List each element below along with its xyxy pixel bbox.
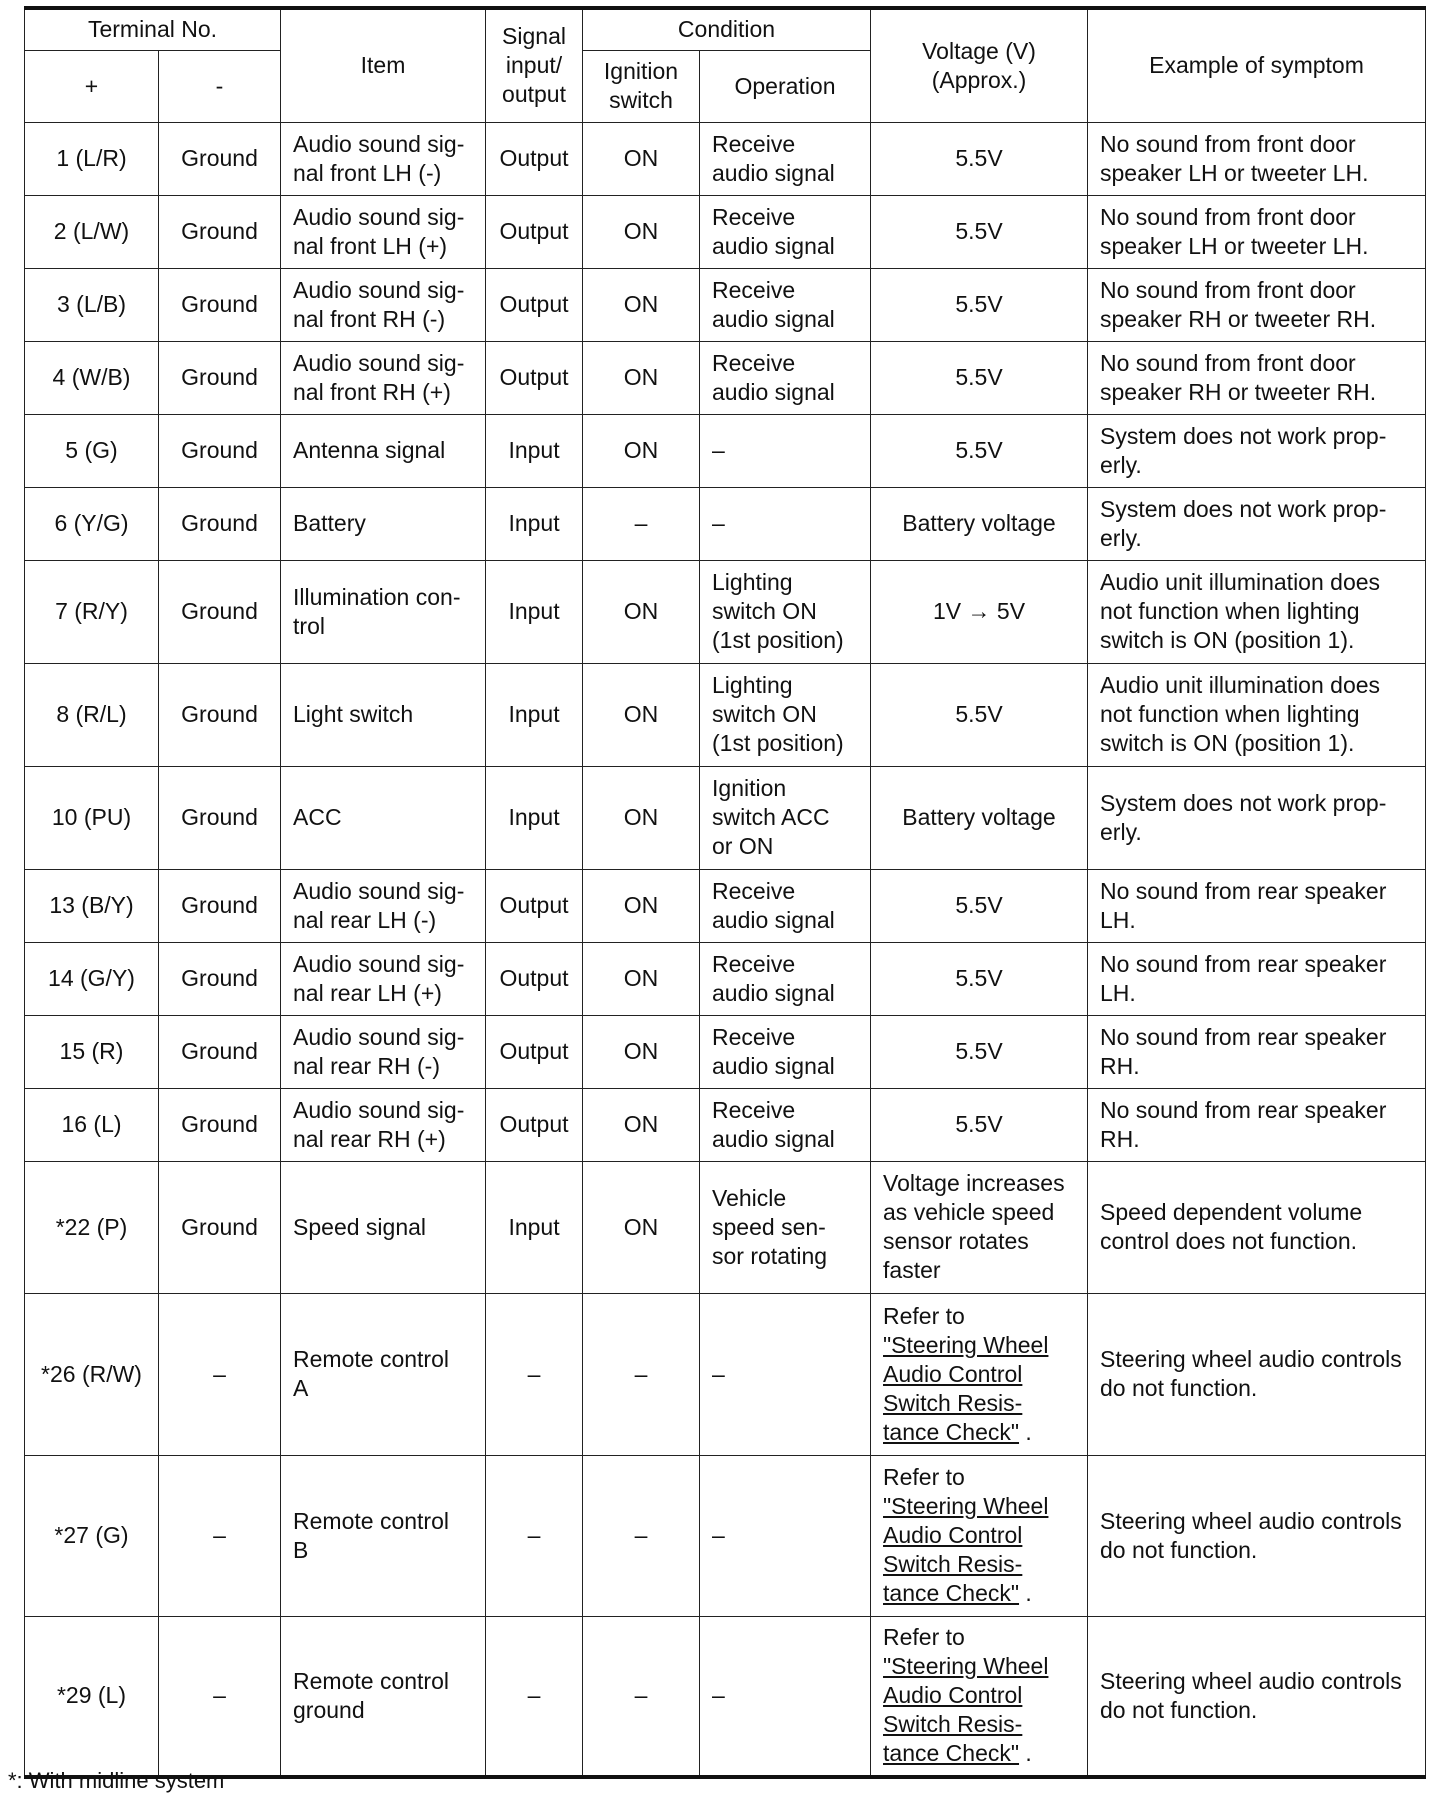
voltage-cell: 5.5V: [871, 663, 1088, 766]
voltage-cell: 5.5V: [871, 414, 1088, 487]
header-symptom: Example of symptom: [1088, 8, 1426, 122]
ignition-switch-cell: ON: [583, 766, 700, 869]
item-cell: Audio sound sig- nal front RH (-): [281, 268, 486, 341]
item-cell: Remote control ground: [281, 1616, 486, 1777]
item-cell: Antenna signal: [281, 414, 486, 487]
voltage-cell: 5.5V: [871, 195, 1088, 268]
terminal-plus-cell: 7 (R/Y): [25, 560, 159, 663]
terminal-plus-cell: 1 (L/R): [25, 122, 159, 195]
ignition-switch-cell: ON: [583, 560, 700, 663]
item-cell: ACC: [281, 766, 486, 869]
item-cell: Speed signal: [281, 1161, 486, 1293]
terminal-minus-cell: –: [159, 1293, 281, 1455]
table-row: [25, 1161, 1426, 1293]
signal-io-cell: Input: [486, 560, 583, 663]
voltage-cell: [871, 1293, 1088, 1455]
table-header: [25, 8, 1426, 122]
terminal-minus-cell: Ground: [159, 766, 281, 869]
operation-cell: Receive audio signal: [700, 268, 871, 341]
header-signal-io: Signal input/ output: [486, 8, 583, 122]
symptom-cell: Steering wheel audio controls do not function.: [1088, 1455, 1426, 1616]
item-cell: Remote control A: [281, 1293, 486, 1455]
signal-io-cell: Output: [486, 268, 583, 341]
ignition-switch-cell: –: [583, 1616, 700, 1777]
terminal-plus-cell: 3 (L/B): [25, 268, 159, 341]
symptom-cell: No sound from rear speaker LH.: [1088, 942, 1426, 1015]
ignition-switch-cell: –: [583, 1455, 700, 1616]
terminal-minus-cell: Ground: [159, 1015, 281, 1088]
voltage-cell: 5.5V: [871, 1015, 1088, 1088]
terminal-minus-cell: Ground: [159, 942, 281, 1015]
voltage-cell: 5.5V: [871, 268, 1088, 341]
header-condition: Condition: [583, 8, 871, 50]
terminal-plus-cell: 14 (G/Y): [25, 942, 159, 1015]
signal-io-cell: Output: [486, 341, 583, 414]
table-body: [25, 122, 1426, 1777]
voltage-cell: 1V → 5V: [871, 560, 1088, 663]
item-cell: Audio sound sig- nal rear RH (+): [281, 1088, 486, 1161]
resistance-check-link[interactable]: "Steering Wheel Audio Control Switch Resis- tance Check": [883, 1653, 1049, 1767]
terminal-minus-cell: Ground: [159, 487, 281, 560]
terminal-minus-cell: Ground: [159, 268, 281, 341]
ignition-switch-cell: ON: [583, 663, 700, 766]
symptom-cell: Steering wheel audio controls do not function.: [1088, 1616, 1426, 1777]
table-row: [25, 766, 1426, 869]
signal-io-cell: Input: [486, 414, 583, 487]
symptom-cell: No sound from rear speaker RH.: [1088, 1088, 1426, 1161]
signal-io-cell: Input: [486, 766, 583, 869]
operation-cell: –: [700, 1293, 871, 1455]
table-row: [25, 341, 1426, 414]
terminal-minus-cell: Ground: [159, 122, 281, 195]
item-cell: Light switch: [281, 663, 486, 766]
voltage-cell: Battery voltage: [871, 487, 1088, 560]
terminal-plus-cell: 13 (B/Y): [25, 869, 159, 942]
terminal-plus-cell: 6 (Y/G): [25, 487, 159, 560]
symptom-cell: No sound from rear speaker RH.: [1088, 1015, 1426, 1088]
voltage-cell: 5.5V: [871, 341, 1088, 414]
table-row: [25, 942, 1426, 1015]
terminal-plus-cell: 15 (R): [25, 1015, 159, 1088]
terminal-minus-cell: –: [159, 1455, 281, 1616]
table-row: [25, 1088, 1426, 1161]
signal-io-cell: Input: [486, 663, 583, 766]
table-row: [25, 122, 1426, 195]
ignition-switch-cell: ON: [583, 1161, 700, 1293]
header-item: Item: [281, 8, 486, 122]
terminal-table: [24, 6, 1426, 1779]
table-row: [25, 560, 1426, 663]
terminal-plus-cell: 16 (L): [25, 1088, 159, 1161]
voltage-cell: 5.5V: [871, 1088, 1088, 1161]
table-row: [25, 663, 1426, 766]
voltage-cell: 5.5V: [871, 942, 1088, 1015]
ignition-switch-cell: –: [583, 1293, 700, 1455]
operation-cell: –: [700, 487, 871, 560]
item-cell: Audio sound sig- nal front LH (+): [281, 195, 486, 268]
symptom-cell: Audio unit illumination does not function when lighting switch is ON (position 1).: [1088, 663, 1426, 766]
link-suffix: .: [1019, 1580, 1032, 1606]
terminal-minus-cell: Ground: [159, 560, 281, 663]
signal-io-cell: Output: [486, 869, 583, 942]
ignition-switch-cell: ON: [583, 1015, 700, 1088]
refer-to-text: Refer to: [883, 1302, 965, 1329]
symptom-cell: No sound from front door speaker LH or tweeter LH.: [1088, 122, 1426, 195]
table-row: [25, 1015, 1426, 1088]
table-row: [25, 414, 1426, 487]
voltage-cell: Battery voltage: [871, 766, 1088, 869]
terminal-minus-cell: –: [159, 1616, 281, 1777]
operation-cell: Vehicle speed sen- sor rotating: [700, 1161, 871, 1293]
terminal-plus-cell: *26 (R/W): [25, 1293, 159, 1455]
item-cell: Audio sound sig- nal rear RH (-): [281, 1015, 486, 1088]
header-minus: -: [159, 50, 281, 122]
table-row: [25, 869, 1426, 942]
terminal-minus-cell: Ground: [159, 1161, 281, 1293]
header-operation: Operation: [700, 50, 871, 122]
operation-cell: Receive audio signal: [700, 341, 871, 414]
item-cell: Audio sound sig- nal rear LH (+): [281, 942, 486, 1015]
ignition-switch-cell: ON: [583, 942, 700, 1015]
ignition-switch-cell: ON: [583, 341, 700, 414]
operation-cell: –: [700, 1455, 871, 1616]
header-voltage: Voltage (V) (Approx.): [871, 8, 1088, 122]
table-row: [25, 487, 1426, 560]
ignition-switch-cell: ON: [583, 195, 700, 268]
signal-io-cell: Output: [486, 195, 583, 268]
operation-cell: Receive audio signal: [700, 942, 871, 1015]
header-ignition-switch: Ignition switch: [583, 50, 700, 122]
symptom-cell: System does not work prop- erly.: [1088, 414, 1426, 487]
footnote: *: With midline system: [8, 1768, 225, 1793]
symptom-cell: System does not work prop- erly.: [1088, 487, 1426, 560]
terminal-minus-cell: Ground: [159, 663, 281, 766]
terminal-plus-cell: *29 (L): [25, 1616, 159, 1777]
voltage-cell: 5.5V: [871, 869, 1088, 942]
terminal-plus-cell: 2 (L/W): [25, 195, 159, 268]
symptom-cell: Speed dependent volume control does not function.: [1088, 1161, 1426, 1293]
signal-io-cell: Output: [486, 942, 583, 1015]
signal-io-cell: –: [486, 1293, 583, 1455]
symptom-cell: Audio unit illumination does not function when lighting switch is ON (position 1).: [1088, 560, 1426, 663]
signal-io-cell: Output: [486, 122, 583, 195]
voltage-cell: [871, 1455, 1088, 1616]
item-cell: Audio sound sig- nal front LH (-): [281, 122, 486, 195]
item-cell: Audio sound sig- nal rear LH (-): [281, 869, 486, 942]
link-suffix: .: [1019, 1418, 1032, 1445]
signal-io-cell: –: [486, 1455, 583, 1616]
voltage-cell: [871, 1616, 1088, 1777]
refer-to-text: Refer to: [883, 1464, 965, 1490]
table-row: [25, 1455, 1426, 1616]
terminal-minus-cell: Ground: [159, 414, 281, 487]
ignition-switch-cell: ON: [583, 869, 700, 942]
terminal-minus-cell: Ground: [159, 195, 281, 268]
signal-io-cell: Input: [486, 1161, 583, 1293]
symptom-cell: No sound from front door speaker RH or tweeter RH.: [1088, 268, 1426, 341]
ignition-switch-cell: –: [583, 487, 700, 560]
terminal-plus-cell: 10 (PU): [25, 766, 159, 869]
resistance-check-link[interactable]: "Steering Wheel Audio Control Switch Resis- tance Check": [883, 1493, 1049, 1606]
resistance-check-link[interactable]: "Steering Wheel Audio Control Switch Resis- tance Check": [883, 1331, 1049, 1445]
terminal-plus-cell: 4 (W/B): [25, 341, 159, 414]
signal-io-cell: Output: [486, 1015, 583, 1088]
ignition-switch-cell: ON: [583, 1088, 700, 1161]
terminal-minus-cell: Ground: [159, 869, 281, 942]
table-row: [25, 268, 1426, 341]
symptom-cell: Steering wheel audio controls do not function.: [1088, 1293, 1426, 1455]
item-cell: Illumination con- trol: [281, 560, 486, 663]
operation-cell: –: [700, 1616, 871, 1777]
terminal-minus-cell: Ground: [159, 341, 281, 414]
terminal-minus-cell: Ground: [159, 1088, 281, 1161]
symptom-cell: System does not work prop- erly.: [1088, 766, 1426, 869]
signal-io-cell: Output: [486, 1088, 583, 1161]
operation-cell: Lighting switch ON (1st position): [700, 663, 871, 766]
terminal-plus-cell: *22 (P): [25, 1161, 159, 1293]
header-plus: +: [25, 50, 159, 122]
table-row: [25, 195, 1426, 268]
item-cell: Audio sound sig- nal front RH (+): [281, 341, 486, 414]
item-cell: Battery: [281, 487, 486, 560]
operation-cell: Receive audio signal: [700, 1015, 871, 1088]
operation-cell: Lighting switch ON (1st position): [700, 560, 871, 663]
operation-cell: Receive audio signal: [700, 1088, 871, 1161]
header-terminal-no: Terminal No.: [25, 8, 281, 50]
symptom-cell: No sound from front door speaker LH or tweeter LH.: [1088, 195, 1426, 268]
ignition-switch-cell: ON: [583, 414, 700, 487]
terminal-plus-cell: 8 (R/L): [25, 663, 159, 766]
operation-cell: Receive audio signal: [700, 195, 871, 268]
terminal-plus-cell: 5 (G): [25, 414, 159, 487]
symptom-cell: No sound from front door speaker RH or tweeter RH.: [1088, 341, 1426, 414]
signal-io-cell: –: [486, 1616, 583, 1777]
ignition-switch-cell: ON: [583, 122, 700, 195]
operation-cell: –: [700, 414, 871, 487]
operation-cell: Receive audio signal: [700, 122, 871, 195]
operation-cell: Ignition switch ACC or ON: [700, 766, 871, 869]
signal-io-cell: Input: [486, 487, 583, 560]
table-row: [25, 1293, 1426, 1455]
terminal-plus-cell: *27 (G): [25, 1455, 159, 1616]
link-suffix: .: [1019, 1740, 1032, 1767]
voltage-cell: Voltage increases as vehicle speed sensor rotates faster: [871, 1161, 1088, 1293]
refer-to-text: Refer to: [883, 1624, 965, 1651]
symptom-cell: No sound from rear speaker LH.: [1088, 869, 1426, 942]
ignition-switch-cell: ON: [583, 268, 700, 341]
voltage-cell: 5.5V: [871, 122, 1088, 195]
operation-cell: Receive audio signal: [700, 869, 871, 942]
table-row: [25, 1616, 1426, 1777]
item-cell: Remote control B: [281, 1455, 486, 1616]
